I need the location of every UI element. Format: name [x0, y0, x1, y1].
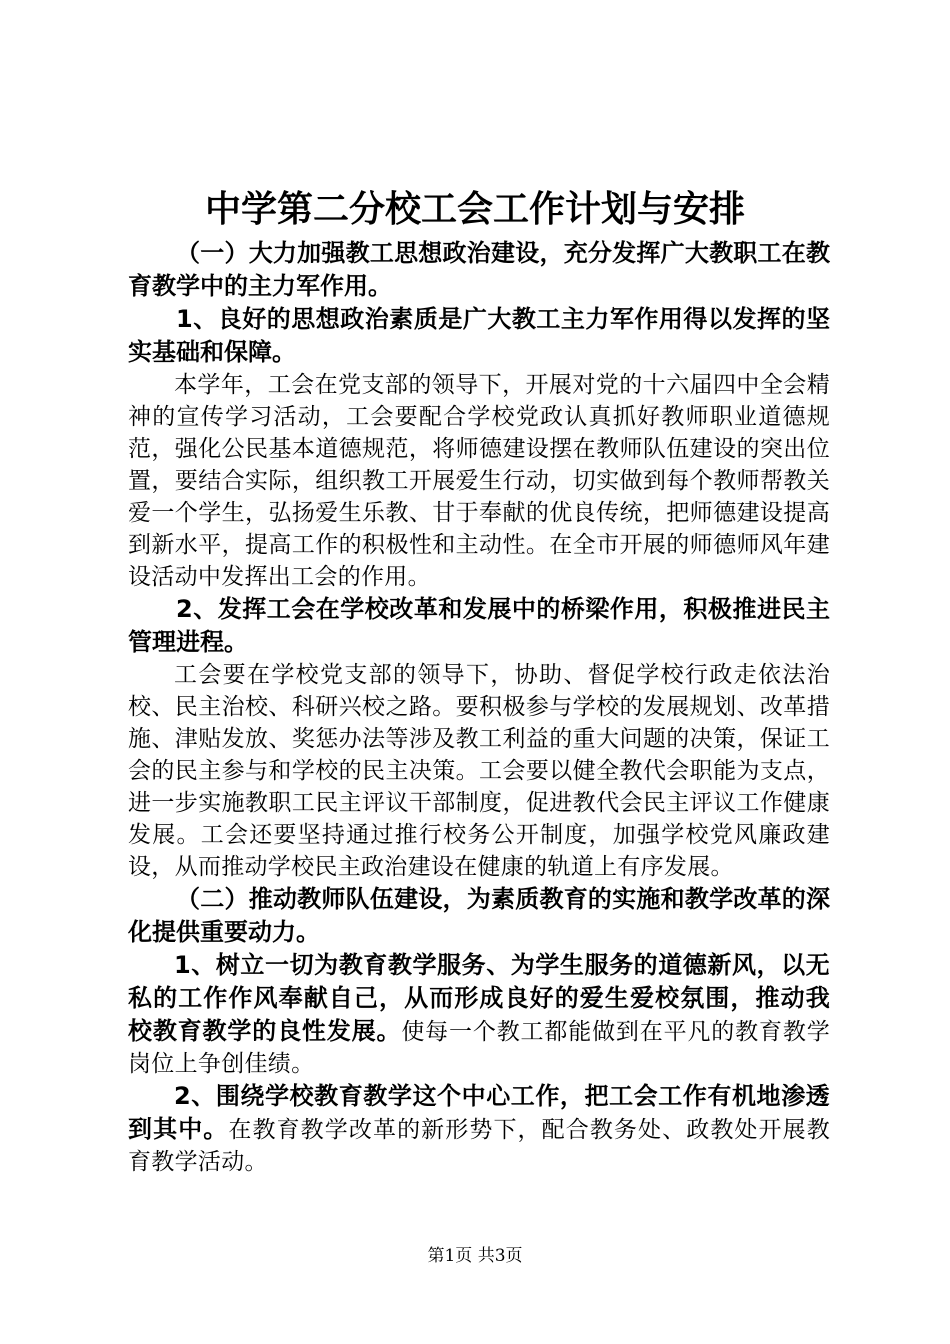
- section-1-item-1-heading: 1、良好的思想政治素质是广大教工主力军作用得以发挥的坚实基础和保障。: [128, 305, 830, 366]
- section-2-item-2-plain-text: 在教育教学改革的新形势下，配合教务处、政教处开展教育教学活动。: [128, 1117, 831, 1175]
- section-2-item-1-plain-text: 使每一个教工都能做到在平凡的教育教学岗位上争创佳绩。: [128, 1019, 830, 1077]
- section-1-item-2-body: 工会要在学校党支部的领导下，协助、督促学校行政走依法治校、民主治校、科研兴校之路。要积极参与学校的发展规划、改革措施、津贴发放、奖惩办法等涉及教工利益的重大问题的决策，保证工会的民主参与和学校的民主决策。工会要以健全教代会职能为支点，进一步实施教职工民主评议干部制度，促进教代会民主评议工作健康发展。工会还要坚持通过推行校务公开制度，加强学校党风廉政建设，从而推动学校民主政治建设在健康的轨道上有序发展。: [128, 662, 830, 880]
- document-body: [128, 237, 830, 1178]
- section-2-item-1: [128, 949, 830, 1080]
- document-title: 中学第二分校工会工作计划与安排: [204, 189, 745, 230]
- section-1-heading: （一）大力加强教工思想政治建设，充分发挥广大教职工在教育教学中的主力军作用。: [128, 239, 830, 300]
- page-footer: 第1页 共3页: [427, 1246, 523, 1266]
- section-2-item-2: [128, 1080, 830, 1178]
- section-2-item-1-bold-text: 1、树立一切为教育教学服务、为学生服务的道德新风，以无私的工作作风奉献自己，从而形成良好的爱生爱校氛围，推动我校教育教学的良性发展。: [128, 951, 830, 1045]
- section-2-heading: （二）推动教师队伍建设，为素质教育的实施和教学改革的深化提供重要动力。: [128, 885, 830, 946]
- section-1-item-2-heading: 2、发挥工会在学校改革和发展中的桥梁作用，积极推进民主管理进程。: [128, 595, 830, 656]
- section-1-item-1-body: 本学年，工会在党支部的领导下，开展对党的十六届四中全会精神的宣传学习活动，工会要配合学校党政认真抓好教师职业道德规范，强化公民基本道德规范，将师德建设摆在教师队伍建设的突出位置，要结合实际，组织教工开展爱生行动，切实做到每个教师帮教关爱一个学生，弘扬爱生乐教、甘于奉献的优良传统，把师德建设提高到新水平，提高工作的积极性和主动性。在全市开展的师德师风年建设活动中发挥出工会的作用。: [128, 372, 830, 590]
- section-2-item-2-bold-text: 2、围绕学校教育教学这个中心工作，把工会工作有机地渗透到其中。: [128, 1082, 830, 1143]
